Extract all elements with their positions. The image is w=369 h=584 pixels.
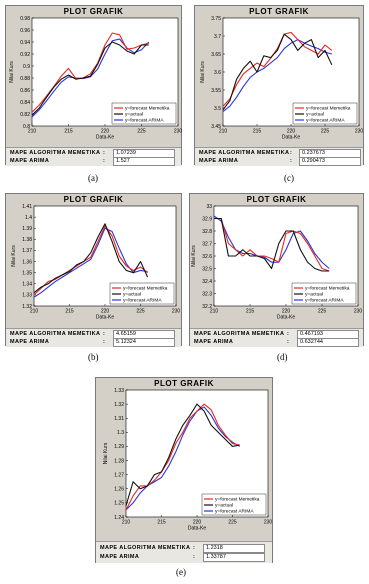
mape-arima-value: 1.33787 [203, 553, 265, 562]
mape-memetika-label: MAPE ALGORITMA MEMETIKA [199, 150, 290, 156]
y-tick-label: 1.32 [22, 303, 32, 310]
mape-memetika-value: 1.2318 [203, 544, 265, 553]
y-tick-label: 32.6 [202, 253, 212, 260]
y-tick-label: 1.33 [22, 292, 32, 299]
mape-arima-label: MAPE ARIMA [10, 339, 50, 345]
y-axis-label: Nilai Kurs [200, 61, 206, 83]
y-tick-label: 32.3 [202, 291, 212, 298]
legend-label: y=forecast ARIMA [125, 118, 164, 124]
x-tick-label: 230 [263, 519, 273, 526]
y-tick-label: 0.98 [20, 15, 30, 22]
y-tick-label: 1.25 [114, 500, 124, 507]
x-tick-label: 210 [121, 519, 131, 526]
y-tick-label: 32.8 [202, 228, 212, 235]
y-tick-label: 1.26 [114, 486, 124, 493]
y-tick-label: 3.65 [211, 51, 221, 58]
y-tick-label: 3.55 [211, 87, 221, 94]
y-tick-label: 32.7 [202, 241, 212, 248]
mape-arima-value: 0.290473 [299, 157, 361, 166]
y-tick-label: 3.7 [214, 33, 221, 40]
x-tick-label: 210 [218, 128, 228, 135]
legend-label: y=forecast Memetika [306, 106, 351, 112]
mape-arima-label: MAPE ARIMA [100, 554, 140, 560]
y-tick-label: 0.88 [20, 75, 30, 82]
mape-memetika-value: 0.467193 [297, 330, 359, 339]
mape-box: MAPE ALGORITMA MEMETIKA : 1.2318 MAPE ARIMA : 1.33787 [96, 541, 272, 563]
y-tick-label: 0.84 [20, 99, 30, 106]
y-tick-label: 0.82 [20, 111, 30, 118]
mape-arima-value: 5.12324 [113, 338, 175, 347]
x-tick-label: 210 [29, 308, 39, 315]
y-tick-label: 33 [206, 203, 212, 210]
y-tick-label: 1.3 [117, 430, 124, 437]
mape-box: MAPE ALGORITMA MEMETIKA : 0.237673 MAPE ARIMA : 0.290473 [195, 147, 363, 166]
chart-panel-b [5, 193, 182, 346]
x-tick-label: 225 [317, 308, 327, 315]
x-axis-label: Data-Ke [276, 314, 296, 321]
y-tick-label: 0.8 [23, 123, 30, 130]
legend-label: y=forecast Memetika [305, 286, 350, 292]
x-tick-label: 220 [281, 308, 291, 315]
y-tick-label: 1.33 [114, 387, 124, 394]
legend-label: y=forecast Memetika [125, 106, 170, 112]
legend-label: y=actual [305, 292, 324, 298]
mape-arima-label: MAPE ARIMA [10, 158, 50, 164]
x-tick-label: 230 [173, 128, 183, 135]
x-tick-label: 210 [209, 308, 219, 315]
chart-plot-b [6, 194, 183, 329]
panel-title: PLOT GRAFIK [249, 7, 309, 16]
y-tick-label: 1.38 [22, 237, 32, 244]
x-tick-label: 220 [100, 308, 110, 315]
mape-arima-value: 1.527 [113, 157, 175, 166]
mape-memetika-value: 1.07239 [113, 149, 175, 158]
caption-d: (d) [277, 352, 288, 362]
mape-memetika-value: 4.65159 [113, 330, 175, 339]
mape-memetika-label: MAPE ALGORITMA MEMETIKA [100, 545, 191, 551]
y-tick-label: 32.2 [202, 303, 212, 310]
legend-label: y=forecast Memetika [123, 286, 168, 292]
chart-panel-c [194, 5, 364, 165]
y-tick-label: 3.5 [214, 105, 221, 112]
x-tick-label: 225 [136, 308, 145, 315]
y-tick-label: 0.92 [20, 51, 30, 58]
y-tick-label: 0.86 [20, 87, 30, 94]
x-tick-label: 230 [354, 128, 364, 135]
y-tick-label: 1.31 [114, 416, 124, 423]
x-tick-label: 225 [228, 519, 237, 526]
legend-label: y=actual [125, 112, 144, 118]
y-tick-label: 32.4 [202, 278, 212, 285]
x-tick-label: 225 [137, 128, 146, 135]
y-tick-label: 32.9 [202, 216, 212, 223]
legend-label: y=forecast ARIMA [123, 298, 162, 304]
y-tick-label: 1.35 [22, 270, 32, 277]
x-axis-label: Data-Ke [95, 314, 115, 321]
caption-e: (e) [176, 567, 186, 577]
y-tick-label: 3.75 [211, 15, 221, 22]
y-tick-label: 1.28 [114, 458, 124, 465]
y-tick-label: 3.6 [214, 69, 221, 76]
chart-plot-d [190, 194, 365, 329]
x-axis-label: Data-Ke [187, 525, 207, 532]
x-tick-label: 215 [245, 308, 255, 315]
mape-memetika-label: MAPE ALGORITMA MEMETIKA [194, 331, 285, 337]
y-tick-label: 3.45 [211, 123, 221, 130]
x-tick-label: 230 [353, 308, 363, 315]
mape-arima-label: MAPE ARIMA [194, 339, 234, 345]
panel-title: PLOT GRAFIK [63, 7, 124, 16]
x-tick-label: 215 [157, 519, 166, 526]
y-tick-label: 1.27 [114, 472, 124, 479]
mape-box: MAPE ALGORITMA MEMETIKA : 0.467193 MAPE ARIMA : 0.632744 [190, 328, 363, 347]
y-tick-label: 1.32 [114, 401, 124, 408]
mape-memetika-value: 0.237673 [299, 149, 361, 158]
mape-box: MAPE ALGORITMA MEMETIKA : 1.07239 MAPE ARIMA : 1.527 [6, 147, 181, 166]
legend-label: y=forecast ARIMA [215, 509, 254, 515]
x-tick-label: 220 [286, 128, 296, 135]
mape-memetika-label: MAPE ALGORITMA MEMETIKA [10, 331, 101, 337]
chart-plot-c [195, 6, 365, 148]
y-tick-label: 0.96 [20, 27, 30, 34]
x-tick-label: 220 [100, 128, 110, 135]
chart-panel-a [5, 5, 182, 165]
x-axis-label: Data-Ke [95, 134, 115, 141]
chart-panel-e [95, 377, 273, 563]
x-axis-label: Data-Ke [281, 134, 301, 141]
chart-plot-a [6, 6, 183, 148]
y-tick-label: 0.9 [23, 63, 30, 70]
y-axis-label: Nilai Kurs [9, 61, 15, 83]
x-tick-label: 215 [64, 128, 73, 135]
panel-title: PLOT GRAFIK [246, 195, 307, 204]
mape-memetika-label: MAPE ALGORITMA MEMETIKA [10, 150, 101, 156]
y-tick-label: 1.41 [22, 203, 32, 210]
legend-label: y=forecast ARIMA [305, 298, 344, 304]
mape-box: MAPE ALGORITMA MEMETIKA : 4.65159 MAPE ARIMA : 5.12324 [6, 328, 181, 347]
x-tick-label: 215 [252, 128, 262, 135]
caption-a: (a) [88, 173, 98, 183]
caption-b: (b) [88, 352, 99, 362]
y-axis-label: Nilai Kurs [191, 245, 197, 267]
mape-arima-value: 0.632744 [297, 338, 359, 347]
y-tick-label: 1.4 [25, 214, 32, 221]
x-tick-label: 215 [65, 308, 74, 315]
panel-title: PLOT GRAFIK [154, 379, 214, 388]
x-tick-label: 230 [171, 308, 181, 315]
y-tick-label: 1.24 [114, 514, 124, 521]
legend-label: y=actual [215, 503, 234, 509]
y-axis-label: Nilai Kurs [11, 245, 17, 267]
caption-c: (c) [284, 173, 294, 183]
x-tick-label: 225 [320, 128, 330, 135]
y-axis-label: Nilai Kurs [103, 442, 109, 465]
legend-label: y=actual [306, 112, 325, 118]
mape-arima-label: MAPE ARIMA [199, 158, 239, 164]
y-tick-label: 1.37 [22, 248, 32, 255]
y-tick-label: 1.34 [22, 281, 32, 288]
y-tick-label: 0.94 [20, 39, 30, 46]
legend-label: y=forecast Memetika [215, 497, 260, 503]
chart-panel-d [189, 193, 364, 346]
y-tick-label: 1.29 [114, 444, 124, 451]
panel-title: PLOT GRAFIK [63, 195, 124, 204]
legend-label: y=actual [123, 292, 142, 298]
chart-plot-e [96, 378, 274, 542]
x-tick-label: 210 [27, 128, 37, 135]
x-tick-label: 220 [192, 519, 202, 526]
y-tick-label: 1.39 [22, 226, 32, 233]
y-tick-label: 1.36 [22, 259, 32, 266]
y-tick-label: 32.5 [202, 266, 212, 273]
legend-label: y=forecast ARIMA [306, 118, 345, 124]
